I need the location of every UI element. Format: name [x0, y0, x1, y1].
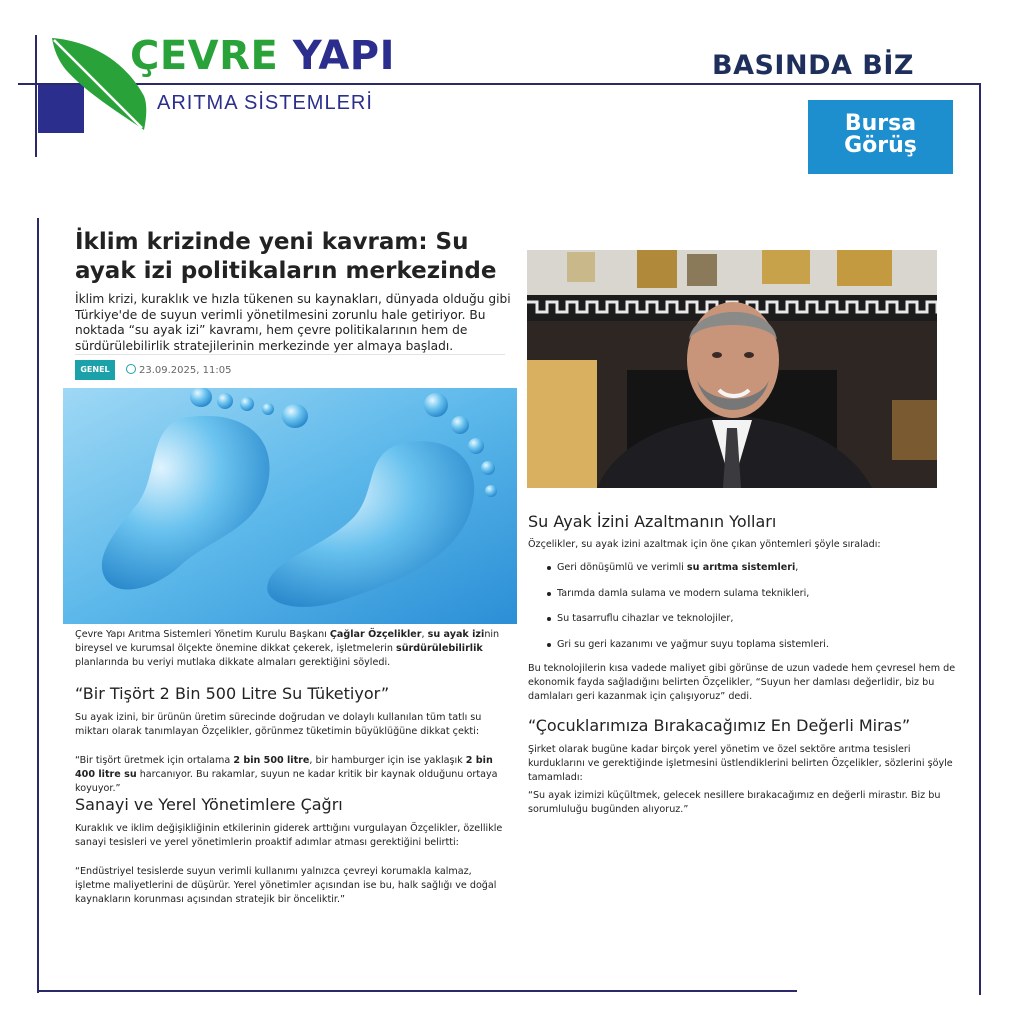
publication-name-line2: Görüş: [844, 133, 917, 158]
section4-paragraph: Şirket olarak bugüne kadar birçok yerel yönetim ve özel sektöre arıtma tesisleri kurduklarını ve gerektiğinde işletmesini üstlendiklerini belirten Özçelikler, sözlerini şöyle tamamladı:: [528, 744, 953, 783]
frame-bottom-line: [37, 990, 797, 992]
portrait-photo: [527, 250, 937, 488]
section1-paragraph: Su ayak izini, bir ürünün üretim sürecinde doğrudan ve dolaylı kullanılan tüm tatlı su miktarı olarak tanımlayan Özçelikler, görünmez tüketimin büyüklüğüne dikkat çekti:: [75, 712, 482, 737]
section2-title: Sanayi ve Yerel Yönetimlere Çağrı: [75, 795, 343, 814]
intro-paragraph: [75, 628, 510, 670]
intro-term-2: sürdürülebilirlik: [396, 643, 483, 654]
intro-text-3: nin bireysel ve kurumsal ölçekte önemine dikkat çekerek, işletmelerin: [75, 629, 500, 654]
intro-name: Çağlar Özçelikler: [329, 629, 422, 640]
section3-paragraph: Özçelikler, su ayak izini azaltmak için öne çıkan yöntemleri şöyle sıraladı:: [528, 539, 881, 550]
section4-quote: “Su ayak izimizi küçültmek, gelecek nesillere bırakacağımız en değerli mirastır. Biz bu sorumluluğu bugünden alıyoruz.”: [528, 790, 941, 815]
section4-title: “Çocuklarımıza Bırakacağımız En Değerli Miras”: [528, 716, 911, 735]
frame-top-line: [18, 83, 980, 85]
list-item: Tarımda damla sulama ve modern sulama teknikleri,: [545, 588, 829, 614]
frame-right-line: [979, 83, 981, 995]
datetime-text: 23.09.2025, 11:05: [139, 365, 232, 376]
section2-quote: “Endüstriyel tesislerde suyun verimli kullanımı yalnızca çevreyi korumakla kalmaz, işletme maliyetlerini de düşürür. Yerel yönetimler açısından ise bu, halk sağlığı ve doğal kaynakların korunması açısından stratejik bir önceliktir.”: [75, 866, 497, 905]
list-item: [545, 562, 829, 588]
section2-paragraph: Kuraklık ve iklim değişikliğinin etkilerinin giderek arttığını vurgulayan Özçelikler, özellikle sanayi tesisleri ve yerel yönetimlerin proaktif adımlar atması gerektiğini belirtti:: [75, 823, 503, 848]
brand-name-part1: ÇEVRE: [130, 33, 279, 79]
methods-list: [545, 562, 829, 664]
divider: [75, 354, 505, 355]
quote-text-1: “Bir tişört üretmek için ortalama: [75, 755, 234, 766]
frame-left-line: [37, 218, 39, 993]
section3-title: Su Ayak İzini Azaltmanın Yolları: [528, 512, 777, 531]
article-headline: İklim krizinde yeni kavram: Su ayak izi politikaların merkezinde: [75, 229, 497, 284]
section1-title: “Bir Tişört 2 Bin 500 Litre Su Tüketiyor”: [75, 684, 390, 703]
article-lead: İklim krizi, kuraklık ve hızla tükenen su kaynakları, dünyada olduğu gibi Türkiye'de de suyun verimli yönetilmesini zorunlu hale getiriyor. Bu noktada “su ayak izi” kavramı, hem çevre politikalarının hem de sürdürülebilirlik stratejilerinin merkezinde yer almaya başladı.: [75, 292, 511, 353]
section-title: BASINDA BİZ: [712, 50, 914, 81]
water-footprints-image: [63, 388, 517, 624]
list-item-text: Geri dönüşümlü ve verimli: [557, 562, 687, 573]
brand-name: [130, 33, 395, 79]
brand-name-part2: YAPI: [292, 33, 395, 79]
quote-bold-1: 2 bin 500 litre: [233, 755, 310, 766]
frame-logo-line: [35, 35, 37, 157]
clock-icon: [126, 364, 136, 374]
publication-name-line1: Bursa: [844, 111, 917, 136]
intro-text-2: ,: [421, 629, 428, 640]
intro-term: su ayak izi: [427, 629, 485, 640]
brand-subtitle: ARITMA SİSTEMLERİ: [157, 92, 373, 114]
category-badge[interactable]: GENEL: [75, 360, 115, 380]
intro-text-4: planlarında bu veriyi mutlaka dikkate almaları gerektiğini söyledi.: [75, 657, 391, 668]
article-datetime: [126, 364, 231, 376]
section3-closing: Bu teknolojilerin kısa vadede maliyet gibi görünse de uzun vadede hem çevresel hem de ekonomik fayda sağladığını belirten Özçelikler, “Suyun her damlası değerlidir, biz bu damlaları geri kazanmak için çalışıyoruz” dedi.: [528, 663, 956, 702]
list-item: Su tasarruflu cihazlar ve teknolojiler,: [545, 613, 829, 639]
list-item: Gri su geri kazanımı ve yağmur suyu toplama sistemleri.: [545, 639, 829, 665]
section1-quote: [75, 754, 505, 796]
publication-logo: [808, 100, 953, 174]
intro-text-1: Çevre Yapı Arıtma Sistemleri Yönetim Kurulu Başkanı: [75, 629, 330, 640]
list-item-bold: su arıtma sistemleri: [686, 562, 796, 573]
quote-text-2: , bir hamburger için ise yaklaşık: [309, 755, 466, 766]
quote-bold-2: 2 bin 400 litre su: [75, 755, 493, 780]
quote-text-3: harcanıyor. Bu rakamlar, suyun ne kadar kritik bir kaynak olduğunu ortaya koyuyor.”: [75, 769, 498, 794]
list-item-text-end: ,: [795, 562, 799, 573]
